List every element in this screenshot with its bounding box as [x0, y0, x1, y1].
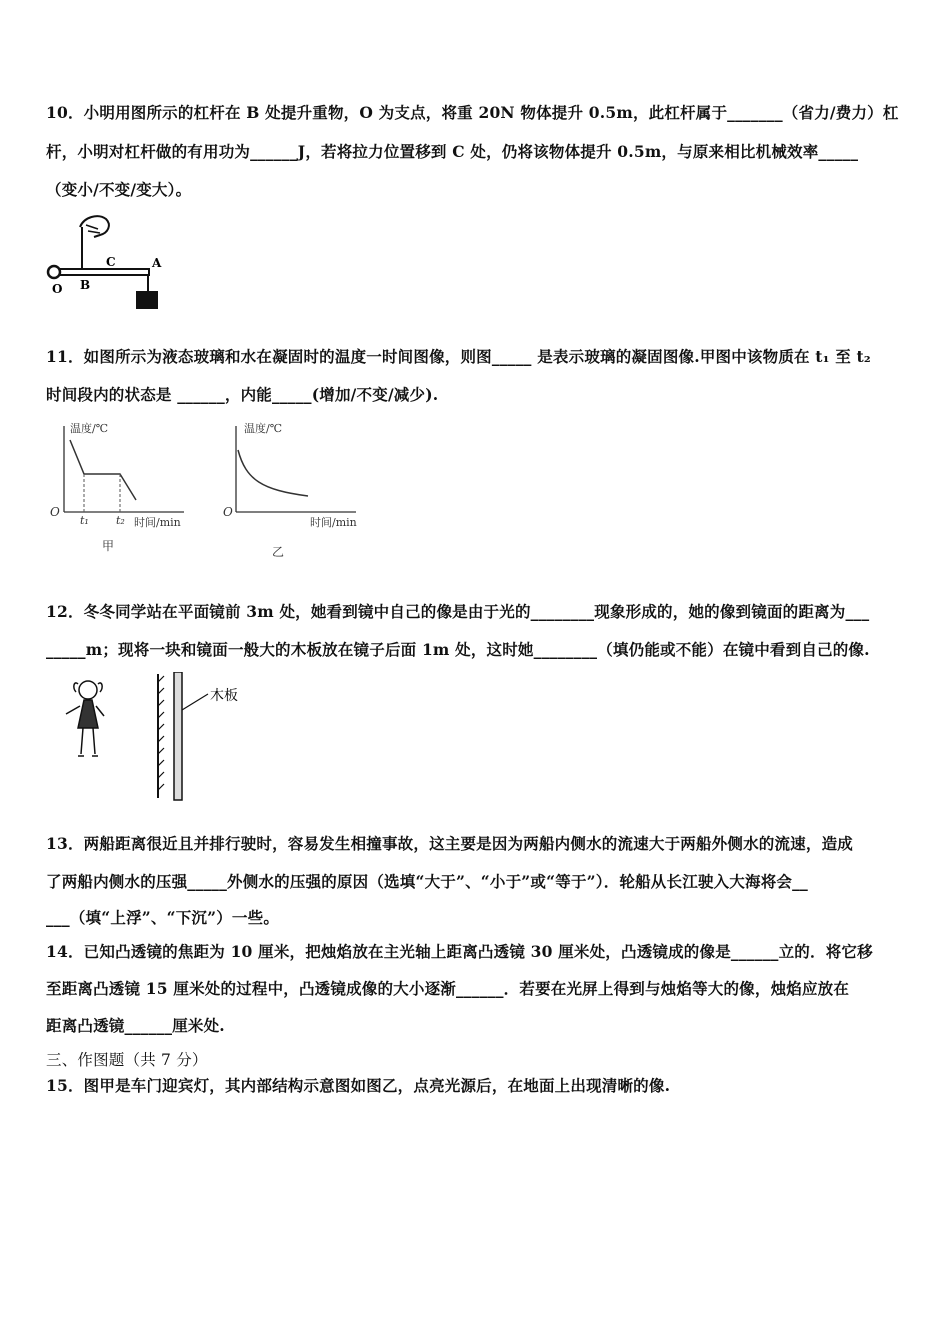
label-a: A	[152, 256, 162, 270]
weight-block	[136, 291, 158, 309]
q10-line-1: 10．小明用图所示的杠杆在 B 处提升重物，O 为支点，将重 20N 物体提升 0.5m，此杠杆属于_______（省力/费力）杠	[46, 103, 899, 122]
mirror-figure	[50, 672, 260, 802]
jia-t1: t₁	[80, 514, 89, 527]
girl-icon	[66, 681, 104, 756]
label-o: O	[52, 282, 63, 296]
q11-line-1: 11．如图所示为液态玻璃和水在凝固时的温度一时间图像，则图_____ 是表示玻璃的凝固图像.甲图中该物质在 t₁ 至 t₂	[46, 347, 871, 366]
yi-y-label: 温度/℃	[244, 422, 283, 435]
label-b: B	[80, 278, 91, 292]
pivot-o	[48, 266, 60, 278]
q14-line-3: 距离凸透镜______厘米处.	[46, 1016, 225, 1035]
hand-icon	[80, 216, 109, 237]
jia-y-label: 温度/℃	[70, 422, 109, 435]
yi-curve	[238, 450, 308, 496]
q13-line-3: ___（填“上浮”、“下沉”）一些。	[46, 908, 280, 927]
q12-line-1: 12．冬冬同学站在平面镜前 3m 处，她看到镜中自己的像是由于光的________现象形成的，她的像到镜面的距离为___	[46, 602, 870, 621]
q13-line-2: 了两船内侧水的压强_____外侧水的压强的原因（选填“大于”、“小于”或“等于”）．轮船从长江驶入大海将会__	[46, 872, 808, 891]
lever-bar	[54, 269, 149, 275]
q10-line-2: 杆，小明对杠杆做的有用功为______J，若将拉力位置移到 C 处，仍将该物体提升 0.5m，与原来相比机械效率_____	[46, 142, 859, 161]
q10-line-3: （变小/不变/变大）。	[46, 180, 192, 199]
jia-x-label: 时间/min	[134, 516, 181, 529]
q11-line-2: 时间段内的状态是 ______，内能_____(增加/不变/减少).	[46, 385, 439, 404]
q13-line-1: 13．两船距离很近且并排行驶时，容易发生相撞事故，这主要是因为两船内侧水的流速大于两船外侧水的流速，造成	[46, 834, 853, 853]
q14-line-2: 至距离凸透镜 15 厘米处的过程中，凸透镜成像的大小逐渐______．若要在光屏上得到与烛焰等大的像，烛焰应放在	[46, 979, 850, 998]
q14-line-1: 14．已知凸透镜的焦距为 10 厘米，把烛焰放在主光轴上距离凸透镜 30 厘米处，凸透镜成的像是______立的．将它移	[46, 942, 873, 961]
wood-board	[174, 672, 182, 800]
graph-yi	[222, 418, 382, 563]
jia-curve	[70, 440, 136, 500]
q12-line-2: _____m；现将一块和镜面一般大的木板放在镜子后面 1m 处，这时她________（填仍能或不能）在镜中看到自己的像.	[46, 640, 870, 659]
jia-t2: t₂	[116, 514, 125, 527]
yi-x-label: 时间/min	[310, 516, 357, 529]
board-label: 木板	[210, 688, 238, 704]
yi-caption: 乙	[272, 545, 285, 559]
q15-line-1: 15．图甲是车门迎宾灯，其内部结构示意图如图乙，点亮光源后，在地面上出现清晰的像.	[46, 1076, 671, 1095]
graph-jia	[44, 418, 204, 563]
section-heading: 三、作图题（共 7 分）	[46, 1051, 208, 1069]
jia-origin: O	[50, 505, 60, 519]
label-c: C	[106, 255, 116, 269]
jia-caption: 甲	[102, 539, 115, 553]
yi-origin: O	[223, 505, 233, 519]
lever-figure	[42, 205, 172, 315]
